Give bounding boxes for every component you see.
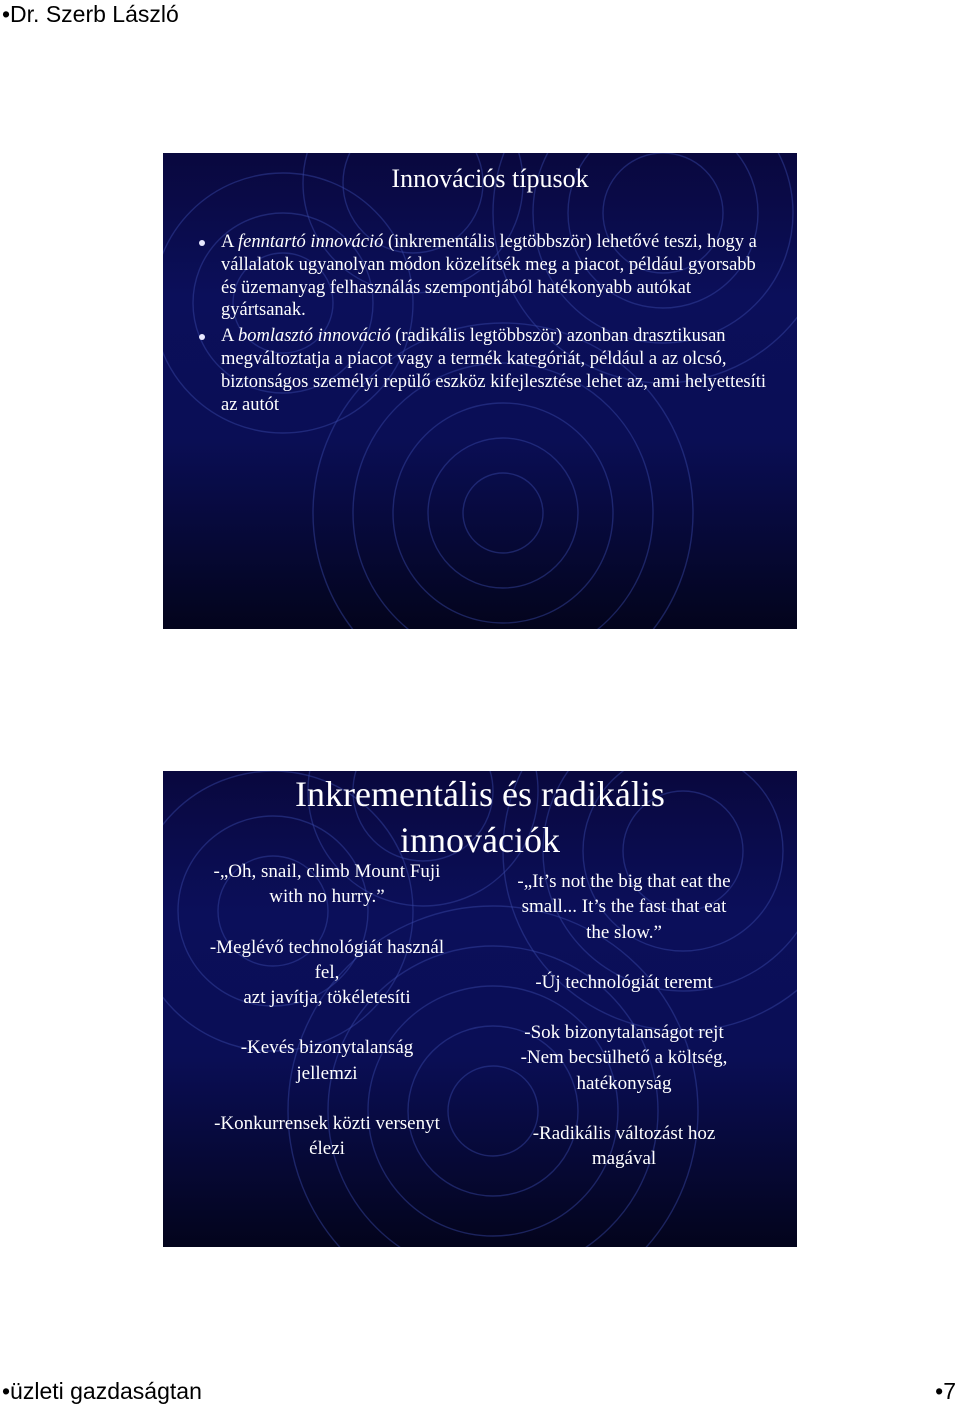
slide-innovacios-tipusok [163, 153, 797, 629]
radical-point-uncertainty: -Sok bizonytalanságot rejt -Nem becsülhető a költség, hatékonyság [520, 1022, 728, 1094]
bullet-text: (radikális legtöbbször) azonban drasztikusan megváltoztatja a piacot vagy a termék kategóriát, például a az olcsó, biztonságos személyi repülő eszköz kifejlesztése lehet az, ami helyettesíti az autót [221, 326, 767, 415]
slide-title: Innovációs típusok [391, 164, 589, 193]
bullet-lead: A [221, 326, 238, 347]
radical-point-technology: -Új technológiát teremt [535, 971, 713, 993]
incremental-point-uncertainty: -Kevés bizonytalanság jellemzi [240, 1037, 414, 1084]
title-line-1: Inkrementális és radikális [295, 774, 665, 814]
incremental-point-competition: -Konkurrensek közti versenyt élezi [214, 1113, 440, 1160]
bullet-lead: A [221, 232, 238, 252]
bullet-emphasis: fenntartó innováció [237, 232, 384, 252]
page-header: •Dr. Szerb László [2, 1, 179, 27]
bullet-icon [199, 334, 205, 340]
title-line-2: innovációk [400, 820, 560, 860]
radical-point-change: -Radikális változást hoz magával [532, 1123, 716, 1170]
bullet-item [199, 325, 769, 416]
incremental-point-technology: -Meglévő technológiát használ fel, azt javítja, tökéletesíti [209, 936, 445, 1009]
slide-title [163, 771, 797, 863]
bullet-item [199, 231, 769, 322]
bullet-icon [199, 240, 205, 246]
slide-inkrementalis-radikalis [163, 771, 797, 1247]
footer-page-number: •7 [935, 1378, 956, 1404]
incremental-quote: -„Oh, snail, climb Mount Fuji with no hurry.” [213, 861, 441, 908]
bullet-text: (inkrementális legtöbbször) lehetővé teszi, hogy a vállalatok ugyanolyan módon közelítsék meg a piacot, például gyorsabb és üzemanyag felhasználás szempontjából hatékonyabb autókat gyártsanak. [221, 232, 757, 321]
radical-quote: -„It’s not the big that eat the small... It’s the fast that eat the slow.” [517, 871, 731, 943]
footer-course-name: •üzleti gazdaságtan [2, 1378, 202, 1404]
radical-column [489, 869, 759, 1197]
bullet-list [199, 231, 769, 419]
bullet-emphasis: bomlasztó innováció [237, 326, 391, 347]
incremental-column [191, 859, 463, 1187]
